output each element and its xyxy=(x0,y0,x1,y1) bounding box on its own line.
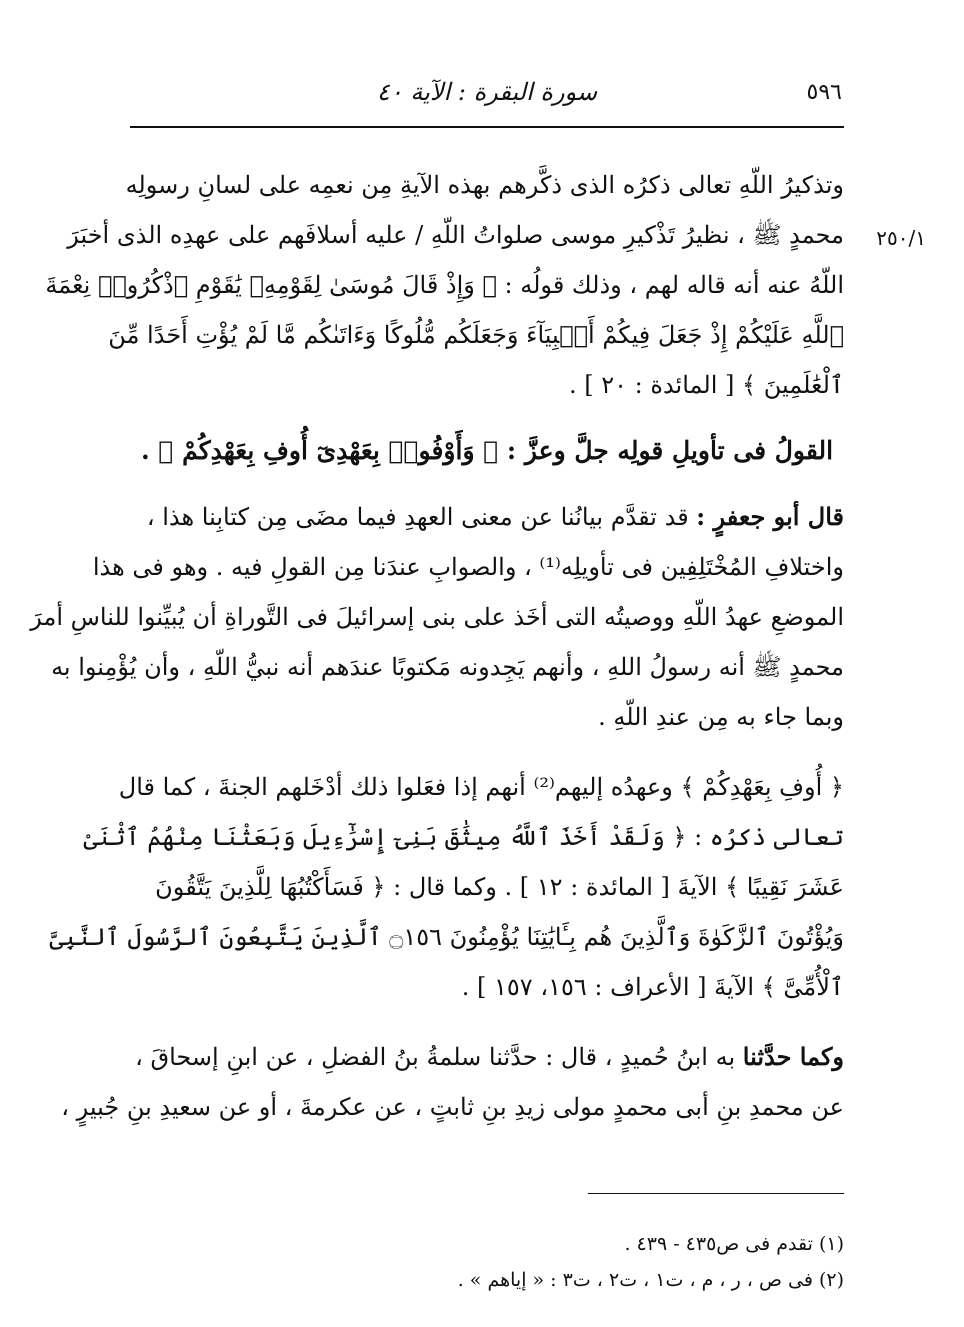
text-line xyxy=(30,592,844,642)
line-text: عن محمدِ بنِ أبى محمدٍ مولى زيدِ بنِ ثابتٍ ، عن عكرمةَ ، أو عن سعيدِ بنِ جُبيرٍ ، xyxy=(61,1093,844,1121)
surah-title: سورة البقرة : الآية ٤٠ xyxy=(376,78,598,106)
line-text: محمدٍ ﷺ أنه رسولُ اللهِ ، وأنهم يَجِدونه مَكتوبًا عندَهم أنه نبيُّ اللّهِ ، وأن يُؤْمِنوا به xyxy=(51,653,844,681)
text-line: محمدٍ ﷺ ، نظيرُ تَذْكيرِ موسى صلواتُ اللّهِ / عليه أسلافَهم على عهدِه الذى أخبَرَ xyxy=(67,221,844,249)
text-line: ٱلْعَٰلَمِينَ ﴾ [ المائدة : ٢٠ ] . xyxy=(569,371,844,399)
text-line: عَشَرَ نَقِيبًا ﴾ الآيةَ [ المائدة : ١٢ ] . وكما قال : ﴿ فَسَأَكْتُبُهَا لِلَّذِينَ يَتَّقُونَ xyxy=(155,873,844,901)
footnote: (٢) فى ص ، ر ، م ، ت١ ، ت٢ ، ت٣ : « إياهم » . xyxy=(457,1269,844,1291)
text-line: ﴿ أُوفِ بِعَهْدِكُمْ ﴾ وعهدُه إليهم⁽²⁾ أنهم إذا فعَلوا ذلك أدْخَلهم الجنةَ ، كما قال xyxy=(118,773,844,801)
text-line: وَيُؤْتُونَ ٱلزَّكَوٰةَ وَٱلَّذِينَ هُم بِـَٔايَٰتِنَا يُؤْمِنُونَ ۝١٥٦ ٱلَّذِينَ يَتَّبِعُونَ ٱلرَّسُولَ ٱلنَّبِىَّ xyxy=(49,923,844,951)
line-text: وبما جاء به مِن عندِ اللّهِ . xyxy=(598,703,844,731)
text-line: تعالى ذكرُه : ﴿ وَلَقَدْ أَخَذَ ٱللَّهُ مِيثَٰقَ بَنِىٓ إِسْرَٰٓءِيلَ وَبَعَثْنَا مِنْهُمُ ٱثْنَىْ xyxy=(83,823,844,851)
text-line: ٱلْأُمِّىَّ ﴾ الآيةَ [ الأعراف : ١٥٦، ١٥٧ ] . xyxy=(461,973,844,1001)
narration-lead: وكما حدَّثنا xyxy=(742,1042,844,1071)
footnote: (١) تقدم فى ص٤٣٥ - ٤٣٩ . xyxy=(624,1233,844,1255)
margin-reference: ٢٥٠/١ xyxy=(876,226,926,250)
footnote-divider xyxy=(588,1193,844,1194)
text-line: اللّهُ عنه أنه قاله لهم ، وذلك قولُه : ﴿ وَإِذْ قَالَ مُوسَىٰ لِقَوْمِهِۦ يَٰقَوْمِ ٱذْكُرُوا۟ نِعْمَةَ xyxy=(45,271,844,299)
running-head xyxy=(132,74,842,114)
section-heading: القولُ فى تأويلِ قولِه جلَّ وعزَّ : ﴿ وَأَوْفُوا۟ بِعَهْدِىٓ أُوفِ بِعَهْدِكُمْ ﴾ . xyxy=(140,436,834,465)
text-line: وتذكيرُ اللّهِ تعالى ذكرُه الذى ذكَّرهم بهذه الآيةِ مِن نعمِه على لسانِ رسولِه xyxy=(125,171,844,199)
line-text: به ابنُ حُميدٍ ، قال : حدَّثنا سلمةُ بنُ الفضلِ ، عن ابنِ إسحاقَ ، xyxy=(135,1043,743,1071)
text-line xyxy=(130,492,844,542)
text-line xyxy=(130,692,844,742)
footnotes xyxy=(130,1226,844,1298)
line-text: قد تقدَّم بيانُنا عن معنى العهدِ فيما مضَى مِن كتابِنا هذا ، xyxy=(146,503,697,531)
text-line xyxy=(51,642,844,692)
line-text: واختلافِ المُخْتَلِفِين فى تأويلِه⁽¹⁾ ، والصوابِ عندَنا مِن القولِ فيه . وهو فى هذا xyxy=(92,553,844,581)
text-line xyxy=(61,1082,844,1132)
text-line xyxy=(92,542,844,592)
speaker-label: قال أبو جعفرٍ : xyxy=(696,502,844,531)
header-divider xyxy=(130,126,844,128)
line-text: الموضعِ عهدُ اللّهِ ووصيتُه التى أخَذ على بنى إسرائيلَ فى التَّوراةِ أن يُبيِّنوا للناسِ أمرَ xyxy=(30,603,844,631)
text-line: ٱللَّهِ عَلَيْكُمْ إِذْ جَعَلَ فِيكُمْ أَنۢبِيَآءَ وَجَعَلَكُم مُّلُوكًا وَءَاتَىٰكُم مَّا لَمْ يُؤْتِ أَحَدًا مِّنَ xyxy=(108,321,844,349)
page-number: ٥٩٦ xyxy=(806,80,842,105)
main-text xyxy=(30,160,844,1132)
text-line xyxy=(130,1032,844,1082)
